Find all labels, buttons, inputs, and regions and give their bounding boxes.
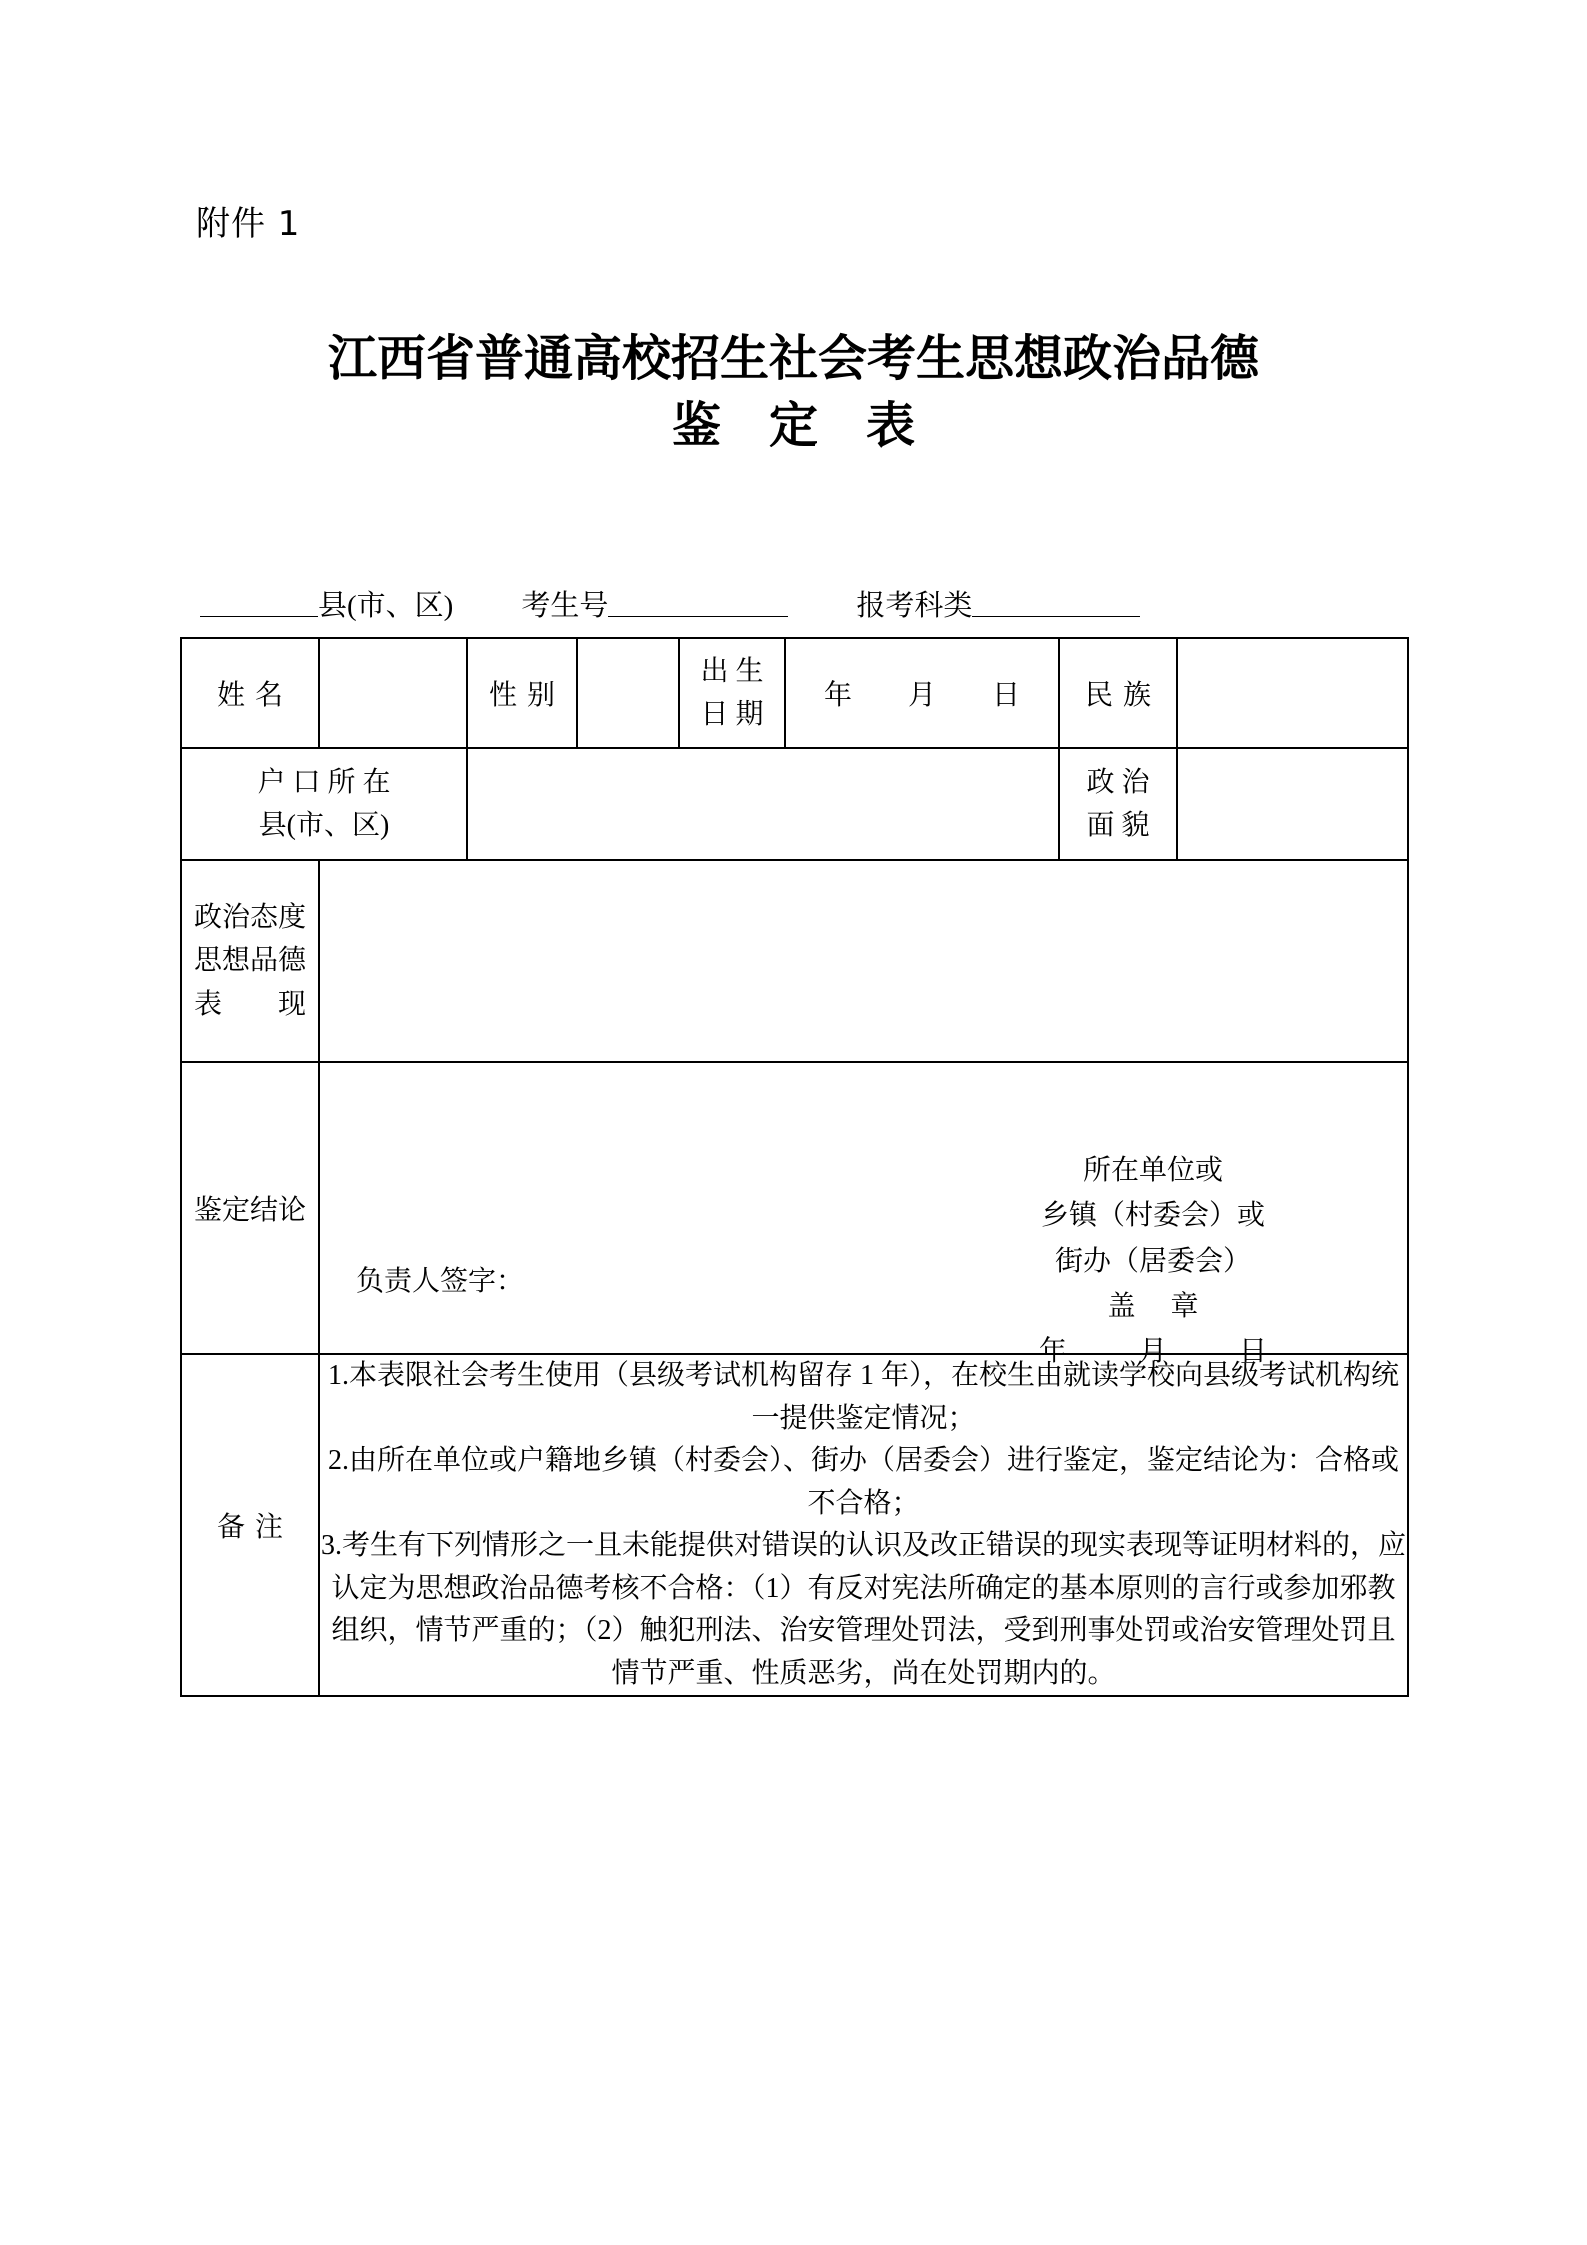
org-line-2: 乡镇（村委会）或 <box>1040 1200 1265 1232</box>
name-value-cell[interactable] <box>319 638 467 748</box>
conclusion-label: 鉴定结论 <box>193 1195 306 1226</box>
conduct-label-cell <box>181 860 319 1062</box>
page-title-line-1: 江西省普通高校招生社会考生思想政治品德 <box>327 331 1259 386</box>
table-row-remark <box>181 1354 1408 1696</box>
birth-year-label: 年 <box>823 680 852 711</box>
table-row-basic-info <box>181 638 1408 748</box>
household-label-line-1: 户 口 所 在 <box>257 766 391 798</box>
remark-label-cell <box>181 1354 319 1696</box>
gender-label-cell <box>467 638 577 748</box>
conduct-label-line-1: 政治态度 <box>193 901 306 933</box>
conduct-value-cell[interactable] <box>319 860 1408 1062</box>
household-value-cell[interactable] <box>467 748 1059 860</box>
subject-category-input[interactable] <box>972 616 1140 617</box>
issuing-organization-block <box>1017 1148 1289 1375</box>
org-line-3: 街办（居委会） <box>1054 1245 1251 1277</box>
political-status-label-line-1: 政 治 <box>1086 766 1150 798</box>
subject-category-label: 报考科类 <box>856 590 973 622</box>
county-blank-input[interactable] <box>200 616 318 617</box>
county-label: 县(市、区) <box>318 590 454 622</box>
ethnicity-label-cell <box>1059 638 1177 748</box>
responsible-person-signature-label[interactable]: 负责人签字： <box>356 1266 525 1297</box>
header-field-row <box>200 592 1400 621</box>
birth-date-label-line-1: 出 生 <box>700 655 764 687</box>
political-status-label-cell <box>1059 748 1177 860</box>
table-row-conclusion <box>181 1062 1408 1354</box>
gender-label: 性别 <box>488 680 565 711</box>
birth-date-label-line-2: 日 期 <box>700 699 764 730</box>
birth-month-label: 月 <box>907 680 936 711</box>
birth-day-label: 日 <box>992 680 1021 711</box>
name-label-cell <box>181 638 319 748</box>
conclusion-content-cell[interactable] <box>319 1062 1408 1368</box>
appraisal-form-table <box>180 637 1409 1697</box>
household-label-cell <box>181 748 467 860</box>
remark-body-cell <box>319 1354 1408 1696</box>
seal-label: 盖 章 <box>1107 1291 1213 1323</box>
conduct-label-line-3: 表 现 <box>193 988 306 1020</box>
birth-date-label-cell <box>679 638 785 748</box>
remark-item: 3.考生有下列情形之一且未能提供对错误的认识及改正错误的现实表现等证明材料的，应认定为思想政治品德考核不合格：（1）有反对宪法所确定的基本原则的言行或参加邪教组织，情节严重的；（2）触犯刑法、治安管理处罚法，受到刑事处罚或治安管理处罚且情节严重、性质恶劣，尚在处罚期内的。 <box>320 1530 1406 1689</box>
household-label-line-2: 县(市、区) <box>258 810 390 841</box>
political-status-label-line-2: 面 貌 <box>1086 810 1150 841</box>
remark-item: 2.由所在单位或户籍地乡镇（村委会）、街办（居委会）进行鉴定，鉴定结论为：合格或不合格； <box>327 1445 1399 1519</box>
page-title-line-2: 鉴定表 <box>671 397 963 453</box>
name-label: 姓名 <box>216 680 293 711</box>
political-status-value-cell[interactable] <box>1177 748 1408 860</box>
gender-value-cell[interactable] <box>577 638 679 748</box>
remark-label: 备注 <box>216 1512 293 1544</box>
page-title <box>0 328 1587 457</box>
ethnicity-label: 民族 <box>1084 680 1161 711</box>
conclusion-label-cell <box>181 1062 319 1354</box>
ethnicity-value-cell[interactable] <box>1177 638 1408 748</box>
conduct-label-line-2: 思想品德 <box>193 945 306 977</box>
conclusion-date-label: 年 月 日 <box>1038 1336 1289 1368</box>
birth-date-value-cell[interactable] <box>785 638 1059 748</box>
candidate-number-label: 考生号 <box>521 590 609 622</box>
table-row-conduct <box>181 860 1408 1062</box>
candidate-number-input[interactable] <box>608 616 788 617</box>
remark-item: 1.本表限社会考生使用（县级考试机构留存 1 年），在校生由就读学校向县级考试机构统一提供鉴定情况； <box>327 1360 1399 1434</box>
attachment-label: 附件 1 <box>196 204 301 244</box>
org-line-1: 所在单位或 <box>1082 1155 1223 1186</box>
table-row-household <box>181 748 1408 860</box>
